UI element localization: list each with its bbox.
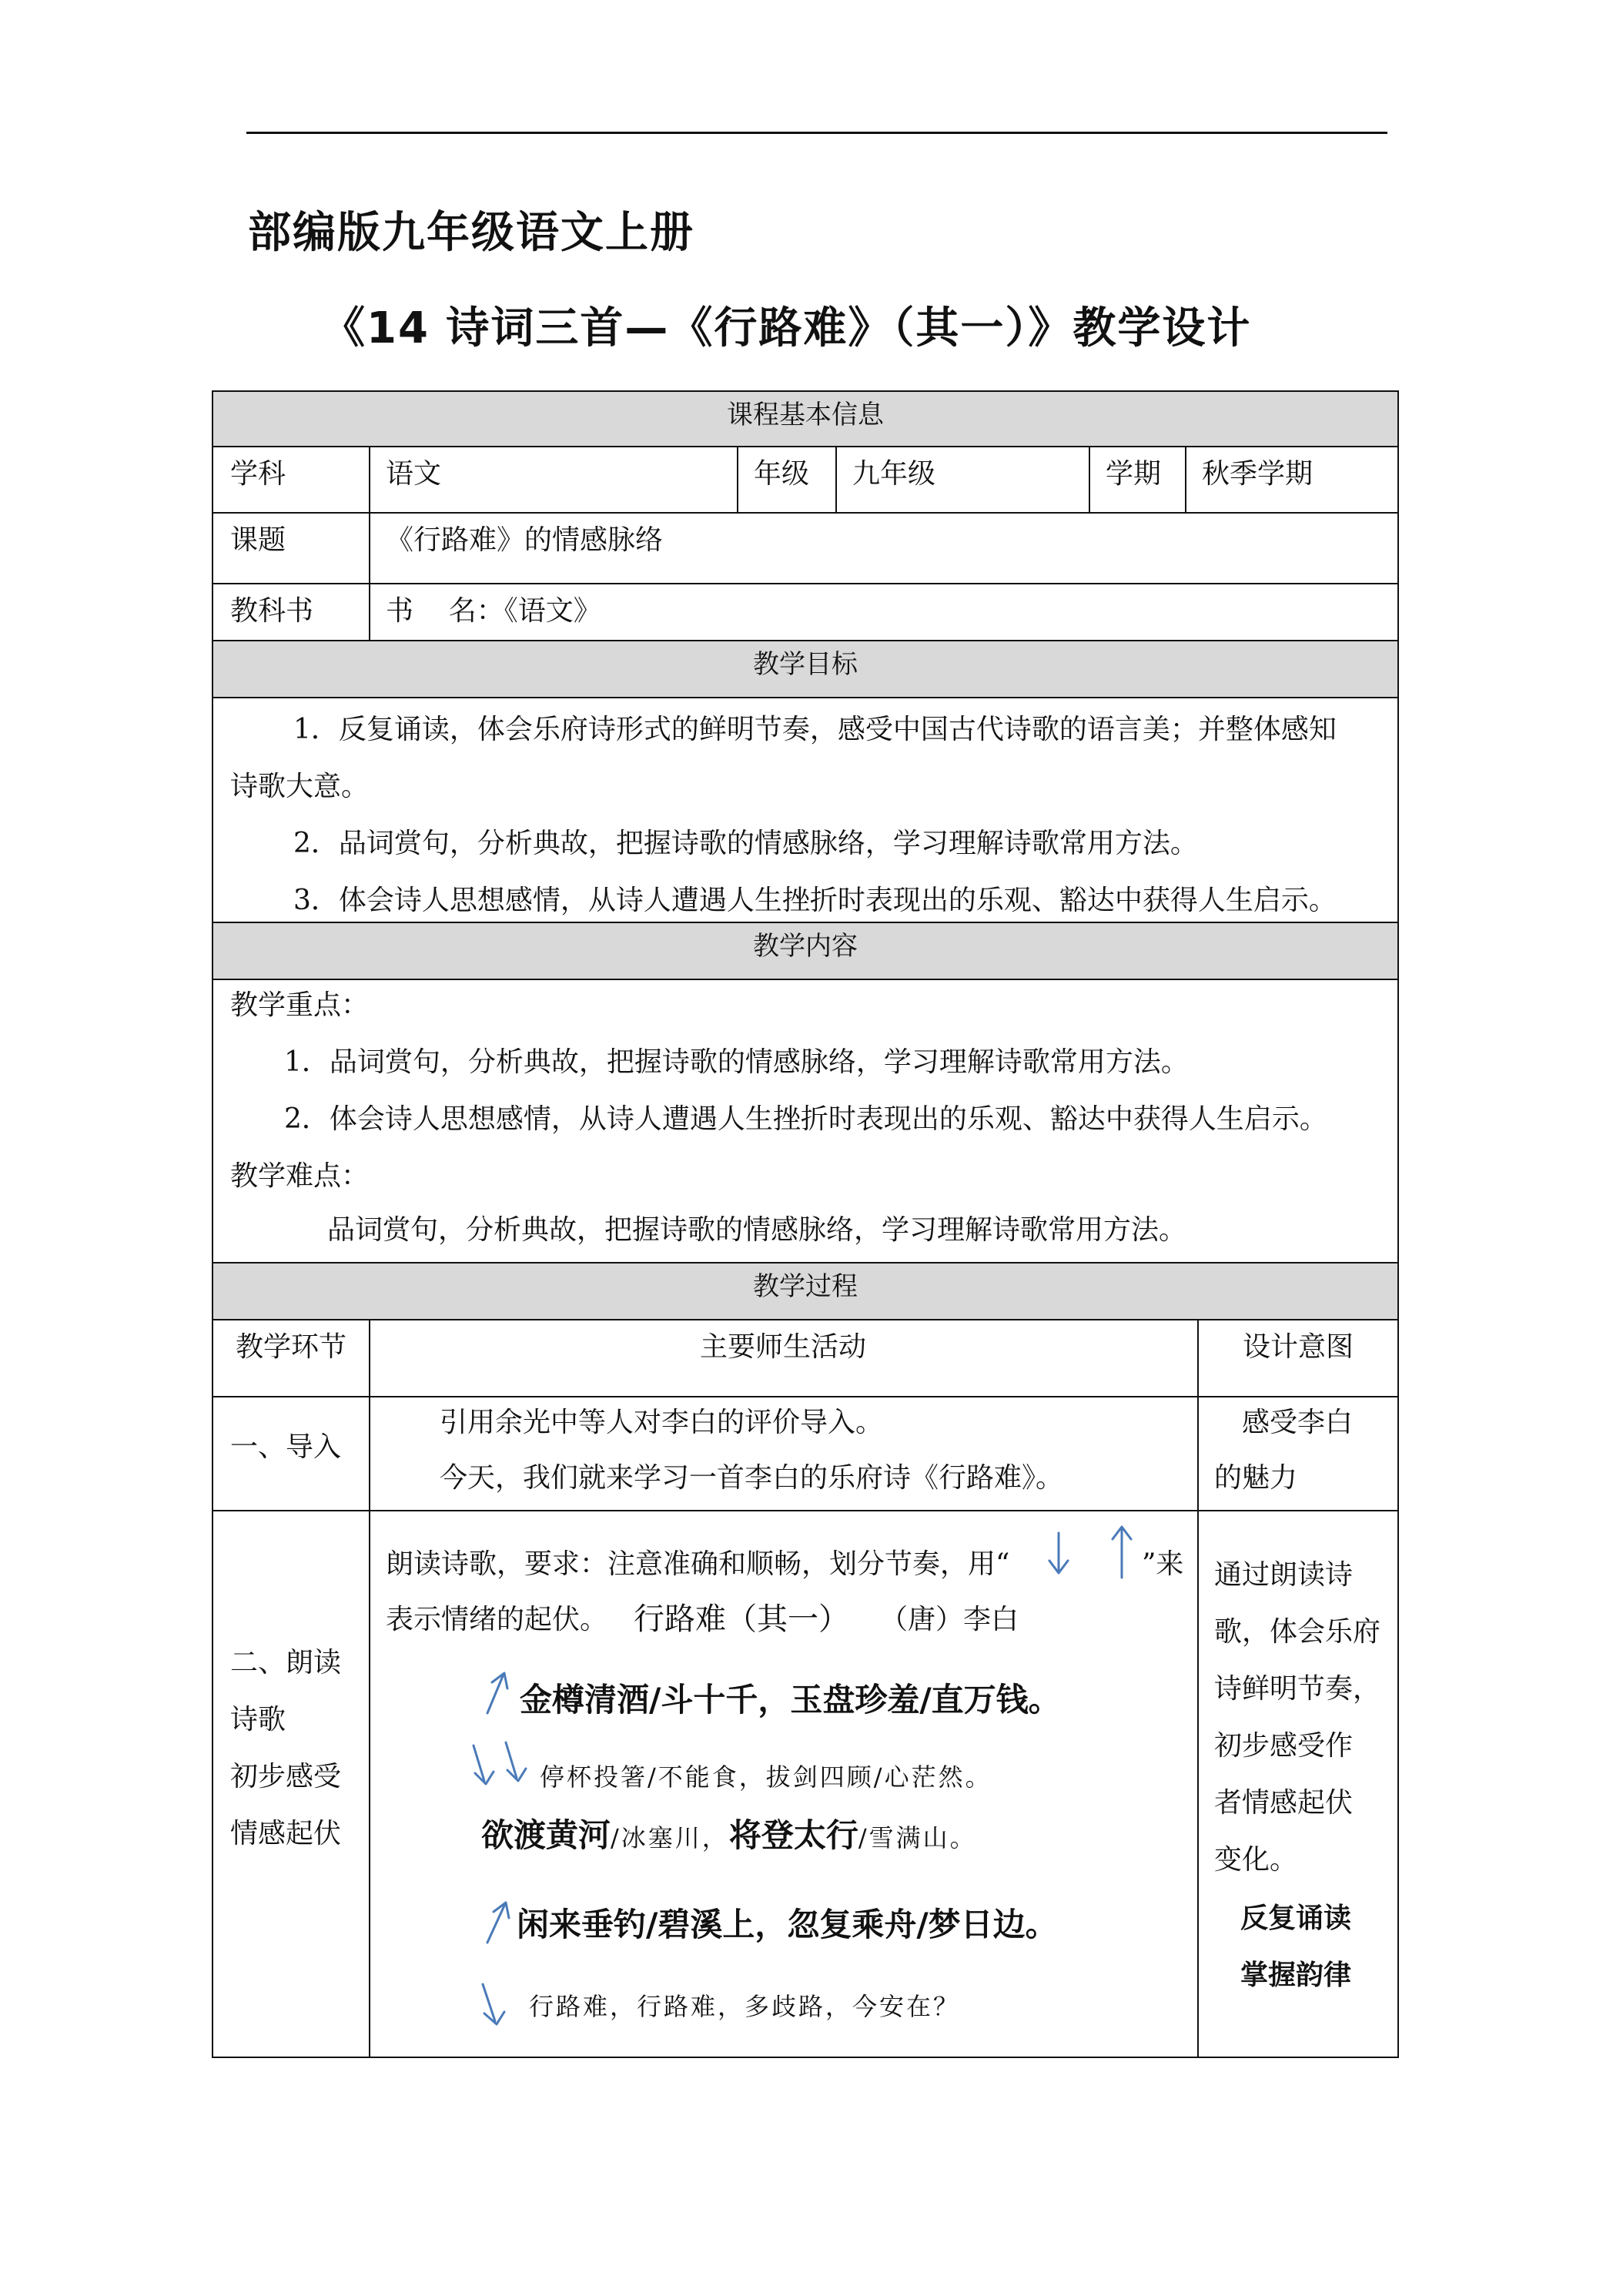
term-value: 秋季学期: [1202, 458, 1313, 490]
stage-2-intent-5: 者情感起伏: [1214, 1787, 1354, 1819]
grade-value: 九年级: [852, 458, 936, 490]
difficulty-label: 教学难点：: [230, 1160, 370, 1192]
doc-title-line1: 部编版九年级语文上册: [248, 208, 694, 258]
stage-2-instruction-b: ”来: [1142, 1548, 1184, 1580]
stage-2-intent-3: 诗鲜明节奏，: [1214, 1673, 1381, 1705]
lesson-plan-table: [212, 390, 1399, 2058]
goal-1: 1．反复诵读，体会乐府诗形式的鲜明节奏，感受中国古代诗歌的语言美；并整体感知: [293, 714, 1337, 745]
stage-1-activity-2: 今天，我们就来学习一首李白的乐府诗《行路难》。: [440, 1462, 1064, 1494]
subject-row: [212, 447, 1399, 514]
stage-1-row: [212, 1397, 1399, 1511]
stage-1-intent-2: 的魅力: [1214, 1462, 1298, 1494]
poem-line-3-c: 将登太行: [728, 1816, 858, 1854]
topic-label: 课题: [230, 524, 286, 556]
key-points-label: 教学重点：: [230, 989, 370, 1021]
poem-line-3-d: /雪满山。: [858, 1823, 977, 1853]
process-column-headers: [212, 1320, 1399, 1397]
content-cell: [212, 980, 1399, 1263]
section-header-goals: 教学目标: [212, 641, 1399, 698]
arrow-up-icon: [1113, 1527, 1131, 1578]
doc-title-line2: 《14 诗词三首—《行路难》（其一）》教学设计: [322, 303, 1252, 353]
topic-row: [212, 514, 1399, 584]
poem-line-1: 金樽清酒/斗十千，玉盘珍羞/直万钱。: [520, 1681, 1061, 1719]
arrow-down-icon: [506, 1742, 526, 1781]
stage-2-row: [212, 1511, 1399, 2058]
stage-2-intent-1: 通过朗读诗: [1214, 1559, 1354, 1591]
poem-line-2: 停杯投箸/不能食，拔剑四顾/心茫然。: [540, 1762, 992, 1792]
poem-author: （唐）李白: [880, 1604, 1019, 1635]
emotion-arrows: [213, 1511, 1399, 2058]
stage-2-name-3: 初步感受: [230, 1761, 342, 1792]
section-header-content: 教学内容: [212, 923, 1399, 980]
col-activity-header: 主要师生活动: [699, 1331, 866, 1363]
poem-line-4: 闲来垂钓/碧溪上，忽复乘舟/梦日边。: [517, 1906, 1058, 1943]
poem-line-3-b: /冰塞川，: [611, 1823, 729, 1853]
grade-label: 年级: [754, 458, 810, 490]
col-stage-header: 教学环节: [235, 1331, 346, 1363]
textbook-row: [212, 584, 1399, 641]
stage-1-intent-1: 感受李白: [1242, 1407, 1354, 1438]
stage-2-intent-4: 初步感受作: [1214, 1730, 1354, 1762]
subject-label: 学科: [230, 458, 286, 490]
stage-2-intent-bold-1: 反复诵读: [1240, 1903, 1352, 1934]
goal-1-cont: 诗歌大意。: [230, 771, 370, 802]
arrow-down-icon: [483, 1984, 504, 2024]
key-point-2: 2．体会诗人思想感情，从诗人遭遇人生挫折时表现出的乐观、豁达中获得人生启示。: [284, 1103, 1327, 1135]
header-rule: [246, 132, 1387, 134]
difficulty-text: 品词赏句，分析典故，把握诗歌的情感脉络，学习理解诗歌常用方法。: [327, 1214, 1187, 1246]
subject-value: 语文: [386, 458, 442, 490]
stage-1-name: 一、导入: [230, 1431, 342, 1463]
section-header-basic: 课程基本信息: [212, 390, 1399, 447]
col-intent-header: 设计意图: [1242, 1331, 1354, 1363]
textbook-value: 书 名：《语文》: [386, 595, 601, 627]
arrow-down-icon: [1049, 1533, 1068, 1573]
stage-2-name-4: 情感起伏: [230, 1818, 342, 1849]
textbook-label: 教科书: [230, 595, 314, 627]
stage-1-activity-1: 引用余光中等人对李白的评价导入。: [440, 1407, 884, 1438]
poem-line-5: 行路难，行路难，多歧路，今安在？: [529, 1992, 961, 2021]
goal-2: 2．品词赏句，分析典故，把握诗歌的情感脉络，学习理解诗歌常用方法。: [293, 828, 1198, 859]
stage-2-instruction-a: 朗读诗歌，要求：注意准确和顺畅，划分节奏，用“: [386, 1548, 1010, 1580]
term-label: 学期: [1106, 458, 1162, 490]
arrow-up-icon: [487, 1673, 507, 1713]
stage-2-intent-2: 歌，体会乐府: [1214, 1616, 1381, 1648]
topic-value: 《行路难》的情感脉络: [386, 524, 664, 556]
goal-3: 3．体会诗人思想感情，从诗人遭遇人生挫折时表现出的乐观、豁达中获得人生启示。: [293, 885, 1337, 916]
stage-2-name-1: 二、朗读: [230, 1647, 342, 1678]
stage-2-instruction-c: 表示情绪的起伏。: [386, 1604, 608, 1635]
arrow-down-icon: [474, 1745, 494, 1784]
poem-line-3-a: 欲渡黄河: [481, 1816, 611, 1854]
section-header-process: 教学过程: [212, 1263, 1399, 1320]
poem-title: 行路难（其一）: [634, 1602, 849, 1637]
stage-2-intent-bold-2: 掌握韵律: [1240, 1960, 1352, 1991]
arrow-up-icon: [487, 1903, 509, 1943]
goals-cell: [212, 698, 1399, 923]
stage-2-name-2: 诗歌: [230, 1704, 286, 1735]
stage-2-intent-6: 变化。: [1214, 1844, 1298, 1876]
key-point-1: 1．品词赏句，分析典故，把握诗歌的情感脉络，学习理解诗歌常用方法。: [284, 1046, 1189, 1078]
